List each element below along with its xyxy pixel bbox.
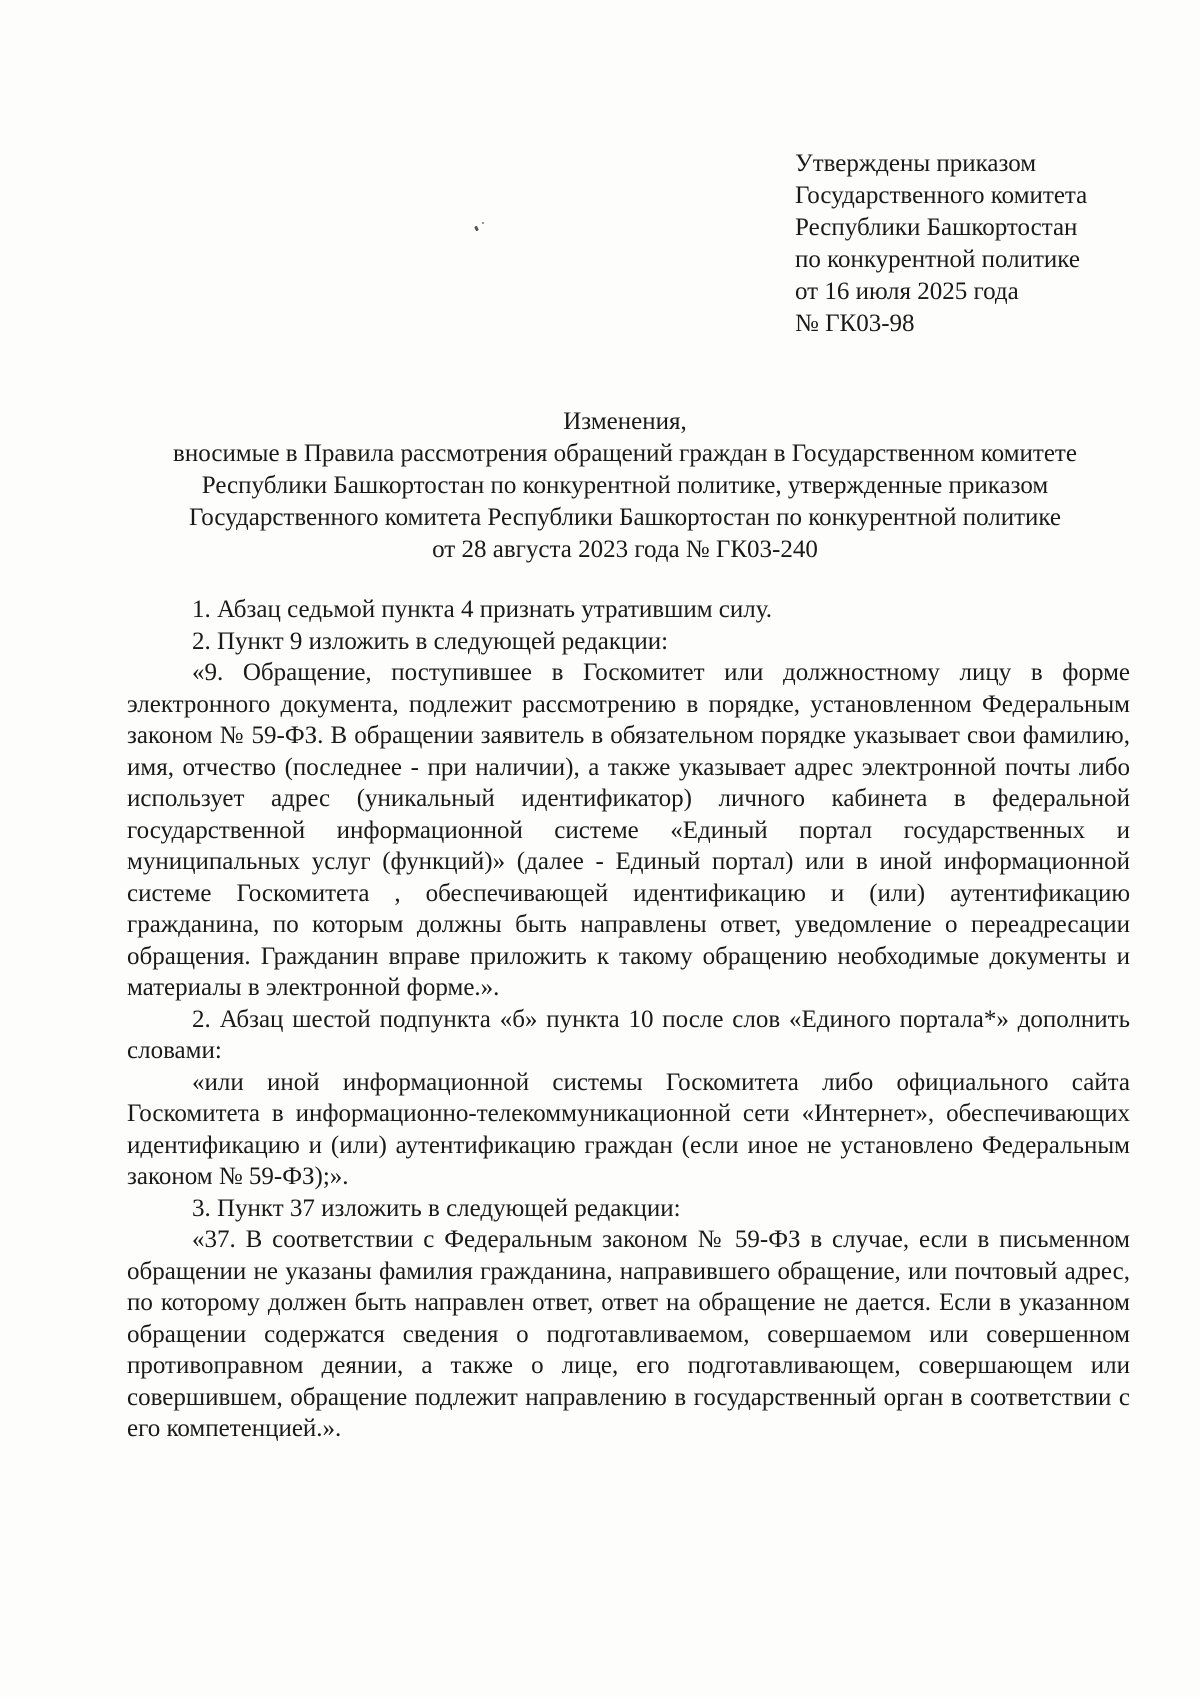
title-line: Республики Башкортостан по конкурентной политике, утвержденные приказом [201,472,1049,499]
approval-line: от 16 июля 2025 года [795,278,1019,305]
body-paragraph: «37. В соответствии с Федеральным законом № 59-ФЗ в случае, если в письменном обращении не указаны фамилия гражданина, направившего обращение, или почтовый адрес, по которому должен быть направлен ответ, ответ на обращение не дается. Если в указанном обращении содержатся сведения о подготавливаемом, совершаемом или совершенном противоправном деянии, а также о лице, его подготавливающем, совершающем или совершившем, обращение подлежит направлению в государственный орган в соответствии с его компетенцией.». [127,1226,1130,1442]
body-paragraph: «или иной информационной системы Госкомитета либо официального сайта Госкомитета в информационно-телекоммуникационной сети «Интернет», обеспечивающих идентификацию и (или) аутентификацию граждан (если иное не установлено Федеральным законом № 59-ФЗ);». [127,1068,1130,1190]
approval-line: № ГК03-98 [795,310,915,337]
body-paragraph: 3. Пункт 37 изложить в следующей редакции: [192,1194,681,1222]
body-paragraph: 1. Абзац седьмой пункта 4 признать утратившим силу. [192,596,772,623]
document-body [127,594,1130,1445]
body-paragraph: «9. Обращение, поступившее в Госкомитет или должностному лицу в форме электронного документа, подлежит рассмотрению в порядке, установленном Федеральным законом № 59-ФЗ. В обращении заявитель в обязательном порядке указывает свои фамилию, имя, отчество (последнее - при наличии), а также указывает адрес электронной почты либо использует адрес (уникальный идентификатор) личного кабинета в федеральной государственной информационной системе «Единый портал государственных и муниципальных услуг (функций)» (далее - Единый портал) или в иной информационной системе Госкомитета , обеспечивающей идентификацию и (или) аутентификацию гражданина, по которым должны быть направлены ответ, уведомление о переадресации обращения. Гражданин вправе приложить к такому обращению необходимые документы и материалы в электронной форме.». [127,659,1130,1001]
approval-stamp-block [795,148,1175,340]
title-heading: Изменения, [563,408,687,435]
scan-speck [482,222,484,224]
body-paragraph: 2. Абзац шестой подпункта «б» пункта 10 после слов «Единого портала*» дополнить словами: [127,1005,1130,1064]
title-line: вносимые в Правила рассмотрения обращений граждан в Государственном комитете [173,440,1077,467]
approval-line: по конкурентной политике [795,246,1080,273]
scan-speck [474,226,479,232]
approval-line: Утверждены приказом [795,150,1037,177]
approval-line: Государственного комитета [795,182,1088,209]
title-line: от 28 августа 2023 года № ГК03-240 [432,536,818,563]
document-title [100,406,1150,566]
approval-line: Республики Башкортостан [795,214,1078,241]
body-paragraph: 2. Пункт 9 изложить в следующей редакции: [192,627,669,655]
title-line: Государственного комитета Республики Башкортостан по конкурентной политике [188,504,1062,531]
